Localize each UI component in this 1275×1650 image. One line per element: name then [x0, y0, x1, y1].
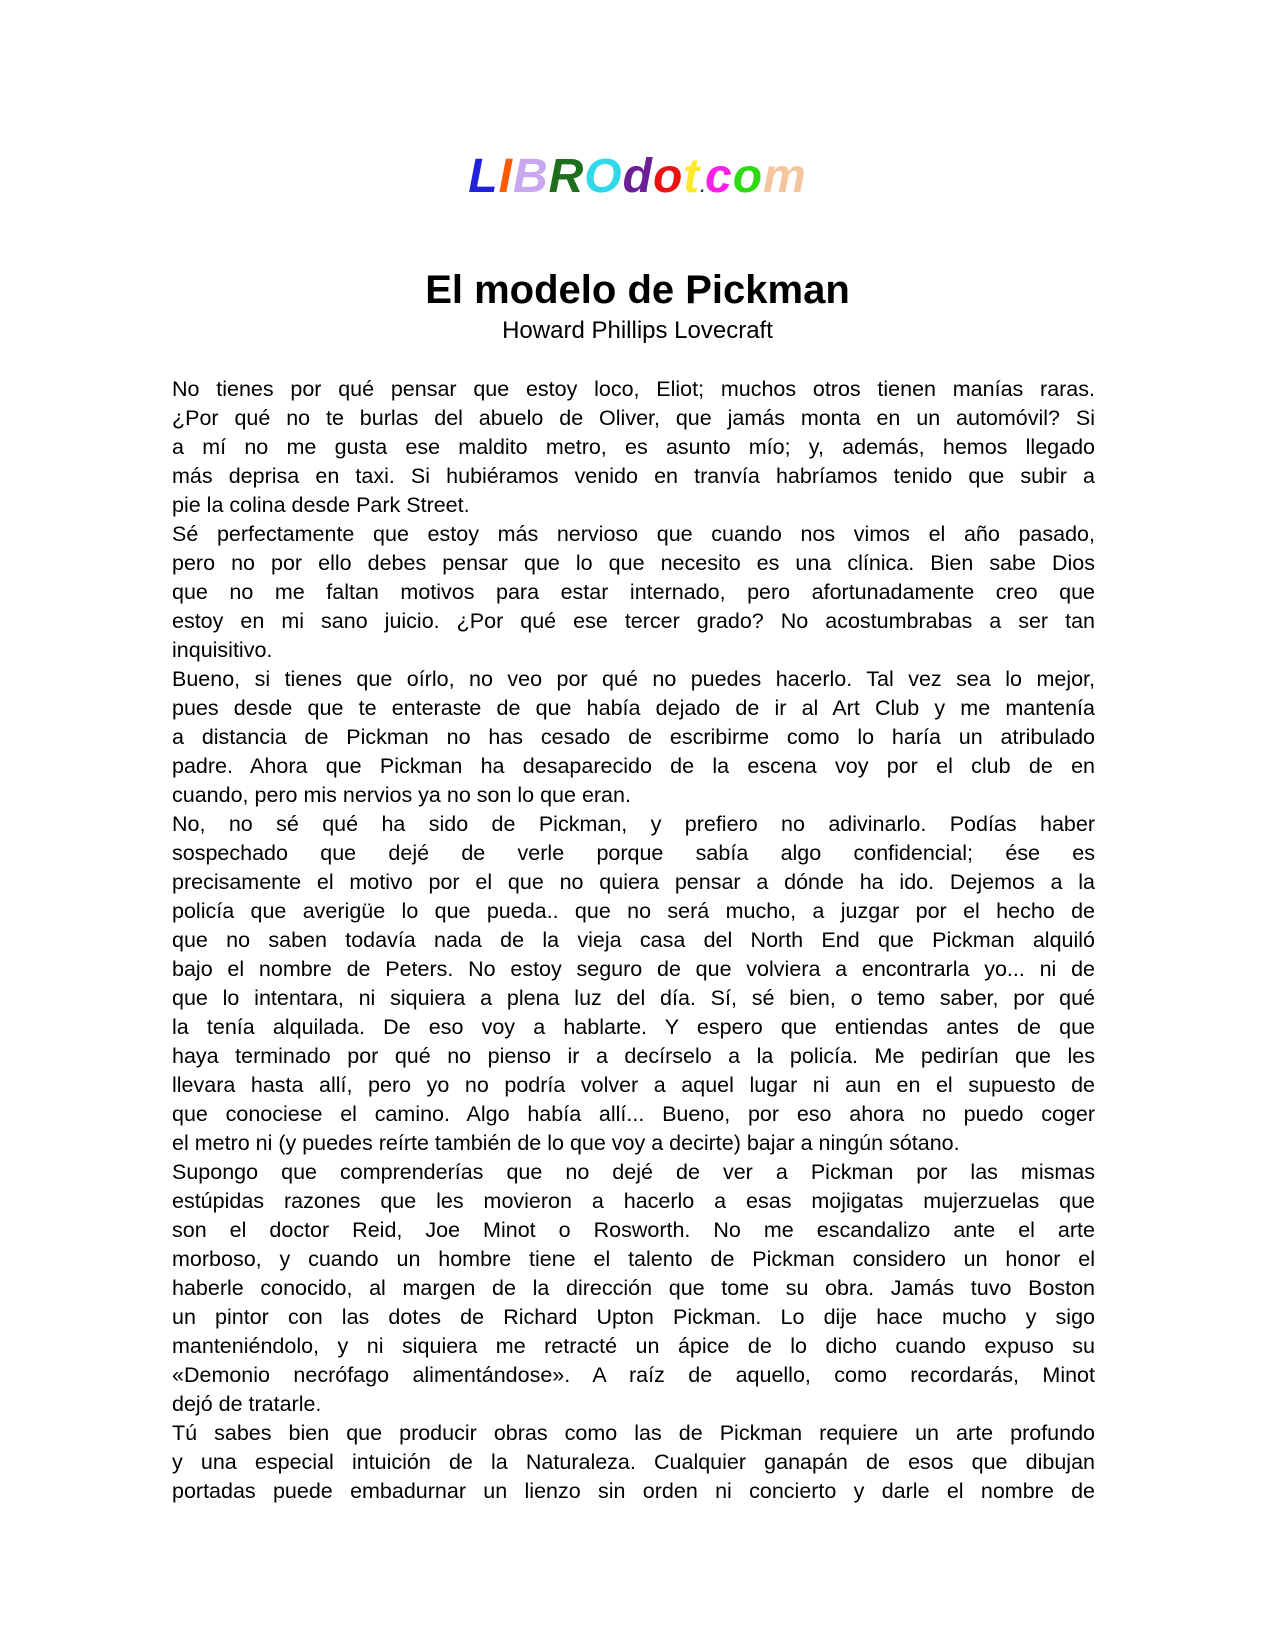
text-line: No, no sé qué ha sido de Pickman, y prefiero no adivinarlo. Podías haber	[172, 812, 1095, 836]
text-line: a distancia de Pickman no has cesado de escribirme como lo haría un atribulado	[172, 725, 1095, 749]
paragraph-2	[172, 520, 1095, 665]
text-line: No tienes por qué pensar que estoy loco, Eliot; muchos otros tienen manías raras.	[172, 377, 1095, 401]
text-line: sospechado que dejé de verle porque sabía algo confidencial; ése es	[172, 841, 1095, 865]
text-line: llevara hasta allí, pero yo no podría volver a aquel lugar ni aun en el supuesto de	[172, 1073, 1095, 1097]
text-line: Sé perfectamente que estoy más nervioso que cuando nos vimos el año pasado,	[172, 522, 1095, 546]
logo-letter-m: m	[763, 150, 807, 203]
paragraph-1	[172, 375, 1095, 520]
text-line: policía que averigüe lo que pueda.. que no será mucho, a juzgar por el hecho de	[172, 899, 1095, 923]
logo-letter-O: O	[584, 150, 623, 203]
document-body	[172, 375, 1095, 1506]
text-line: dejó de tratarle.	[172, 1392, 322, 1416]
text-line: que no saben todavía nada de la vieja casa del North End que Pickman alquiló	[172, 928, 1095, 952]
text-line: cuando, pero mis nervios ya no son lo que eran.	[172, 783, 631, 807]
text-line: la tenía alquilada. De eso voy a hablarte. Y espero que entiendas antes de que	[172, 1015, 1095, 1039]
text-line: morboso, y cuando un hombre tiene el talento de Pickman considero un honor el	[172, 1247, 1095, 1271]
text-line: el metro ni (y puedes reírte también de lo que voy a decirte) bajar a ningún sótano.	[172, 1131, 960, 1155]
text-line: ¿Por qué no te burlas del abuelo de Oliver, que jamás monta en un automóvil? Si	[172, 406, 1095, 430]
text-line: que lo intentara, ni siquiera a plena luz del día. Sí, sé bien, o temo saber, por qué	[172, 986, 1095, 1010]
text-line: estúpidas razones que les movieron a hacerlo a esas mojigatas mujerzuelas que	[172, 1189, 1095, 1213]
text-line: pues desde que te enteraste de que había dejado de ir al Art Club y me mantenía	[172, 696, 1095, 720]
page-title: El modelo de Pickman	[425, 268, 850, 312]
paragraph-5	[172, 1158, 1095, 1419]
logo-letter-o1: o	[652, 150, 684, 203]
text-line: padre. Ahora que Pickman ha desaparecido de la escena voy por el club de en	[172, 754, 1095, 778]
text-line: haya terminado por qué no pienso ir a decírselo a la policía. Me pedirían que les	[172, 1044, 1095, 1068]
text-line: Supongo que comprenderías que no dejé de ver a Pickman por las mismas	[172, 1160, 1095, 1184]
text-line: son el doctor Reid, Joe Minot o Rosworth. No me escandalizo ante el arte	[172, 1218, 1095, 1242]
text-line: «Demonio necrófago alimentándose». A raíz de aquello, como recordarás, Minot	[172, 1363, 1095, 1387]
logo-letter-I: I	[498, 150, 513, 203]
text-line: Bueno, si tienes que oírlo, no veo por qué no puedes hacerlo. Tal vez sea lo mejor,	[172, 667, 1095, 691]
paragraph-4	[172, 810, 1095, 1158]
site-logo	[0, 148, 1275, 216]
text-line: inquisitivo.	[172, 638, 273, 662]
text-line: un pintor con las dotes de Richard Upton Pickman. Lo dije hace mucho y sigo	[172, 1305, 1095, 1329]
paragraph-6	[172, 1419, 1095, 1506]
text-line: a mí no me gusta ese maldito metro, es asunto mío; y, además, hemos llegado	[172, 435, 1095, 459]
text-line: más deprisa en taxi. Si hubiéramos venido en tranvía habríamos tenido que subir a	[172, 464, 1095, 488]
text-line: manteniéndolo, y ni siquiera me retracté un ápice de lo dicho cuando expuso su	[172, 1334, 1095, 1358]
logo-letter-B: B	[512, 150, 549, 203]
logo-letter-t: t	[683, 150, 701, 203]
text-line: pero no por ello debes pensar que lo que necesito es una clínica. Bien sabe Dios	[172, 551, 1095, 575]
text-line: portadas puede embadurnar un lienzo sin orden ni concierto y darle el nombre de	[172, 1479, 1095, 1503]
text-line: y una especial intuición de la Naturaleza. Cualquier ganapán de esos que dibujan	[172, 1450, 1095, 1474]
logo-letter-R: R	[548, 150, 585, 203]
text-line: precisamente el motivo por el que no quiera pensar a dónde ha ido. Dejemos a la	[172, 870, 1095, 894]
text-line: Tú sabes bien que producir obras como las de Pickman requiere un arte profundo	[172, 1421, 1095, 1445]
logo-dot-separator: .	[700, 177, 705, 196]
logo-letter-L: L	[468, 150, 499, 203]
text-line: bajo el nombre de Peters. No estoy seguro de que volviera a encontrarla yo... ni de	[172, 957, 1095, 981]
logo-letter-c: c	[705, 150, 733, 203]
text-line: que no me faltan motivos para estar internado, pero afortunadamente creo que	[172, 580, 1095, 604]
text-line: pie la colina desde Park Street.	[172, 493, 470, 517]
author-name: Howard Phillips Lovecraft	[502, 317, 773, 344]
logo-letter-d: d	[622, 150, 653, 203]
text-line: que conociese el camino. Algo había allí... Bueno, por eso ahora no puedo coger	[172, 1102, 1095, 1126]
text-line: haberle conocido, al margen de la dirección que tome su obra. Jamás tuvo Boston	[172, 1276, 1095, 1300]
logo-letter-o2: o	[732, 150, 764, 203]
paragraph-3	[172, 665, 1095, 810]
text-line: estoy en mi sano juicio. ¿Por qué ese tercer grado? No acostumbrabas a ser tan	[172, 609, 1095, 633]
